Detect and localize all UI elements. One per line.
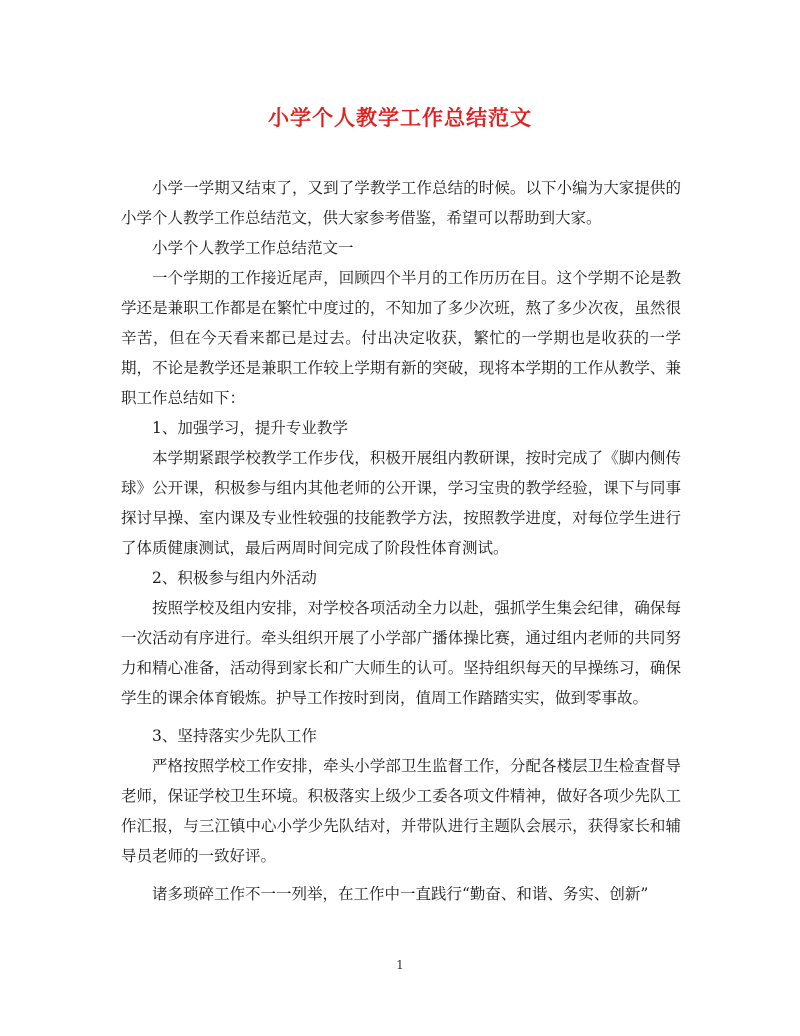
body-paragraph: 严格按照学校工作安排，牵头小学部卫生监督工作，分配各楼层卫生检查督导老师，保证学校卫生环境。积极落实上级少工委各项文件精神，做好各项少先队工作汇报，与三江镇中心小学少先队结对，并带队进行主题队会展示，获得家长和辅导员老师的一致好评。 <box>121 757 681 865</box>
section-heading: 3、坚持落实少先队工作 <box>152 727 317 745</box>
body-paragraph: 本学期紧跟学校教学工作步伐，积极开展组内教研课，按时完成了《脚内侧传球》公开课，积极参与组内其他老师的公开课，学习宝贵的教学经验，课下与同事探讨早操、室内课及专业性较强的技能教学方法，按照教学进度，对每位学生进行了体质健康测试，最后两周时间完成了阶段性体育测试。 <box>121 449 681 557</box>
page-number: 1 <box>396 958 404 972</box>
section-heading: 小学个人教学工作总结范文一 <box>152 239 354 257</box>
body-paragraph: 一个学期的工作接近尾声，回顾四个半月的工作历历在目。这个学期不论是教学还是兼职工作都是在繁忙中度过的，不知加了多少次班，熬了多少次夜，虽然很辛苦，但在今天看来都已是过去。付出决定收获，繁忙的一学期也是收获的一学期，不论是教学还是兼职工作较上学期有新的突破，现将本学期的工作从教学、兼职工作总结如下： <box>121 269 681 407</box>
document-body <box>121 173 681 909</box>
document-title: 小学个人教学工作总结范文 <box>268 105 532 130</box>
body-paragraph: 诸多琐碎工作不一一列举，在工作中一直践行“勤奋、和谐、务实、创新” <box>152 885 649 903</box>
intro-paragraph: 小学一学期又结束了，又到了学教学工作总结的时候。以下小编为大家提供的小学个人教学工作总结范文，供大家参考借鉴，希望可以帮助到大家。 <box>121 179 681 227</box>
section-heading: 1、加强学习，提升专业教学 <box>152 419 348 437</box>
section-heading: 2、积极参与组内外活动 <box>152 569 317 587</box>
body-paragraph: 按照学校及组内安排，对学校各项活动全力以赴，强抓学生集会纪律，确保每一次活动有序进行。牵头组织开展了小学部广播体操比赛，通过组内老师的共同努力和精心准备，活动得到家长和广大师生的认可。坚持组织每天的早操练习，确保学生的课余体育锻炼。护导工作按时到岗，值周工作踏踏实实，做到零事故。 <box>121 599 681 707</box>
